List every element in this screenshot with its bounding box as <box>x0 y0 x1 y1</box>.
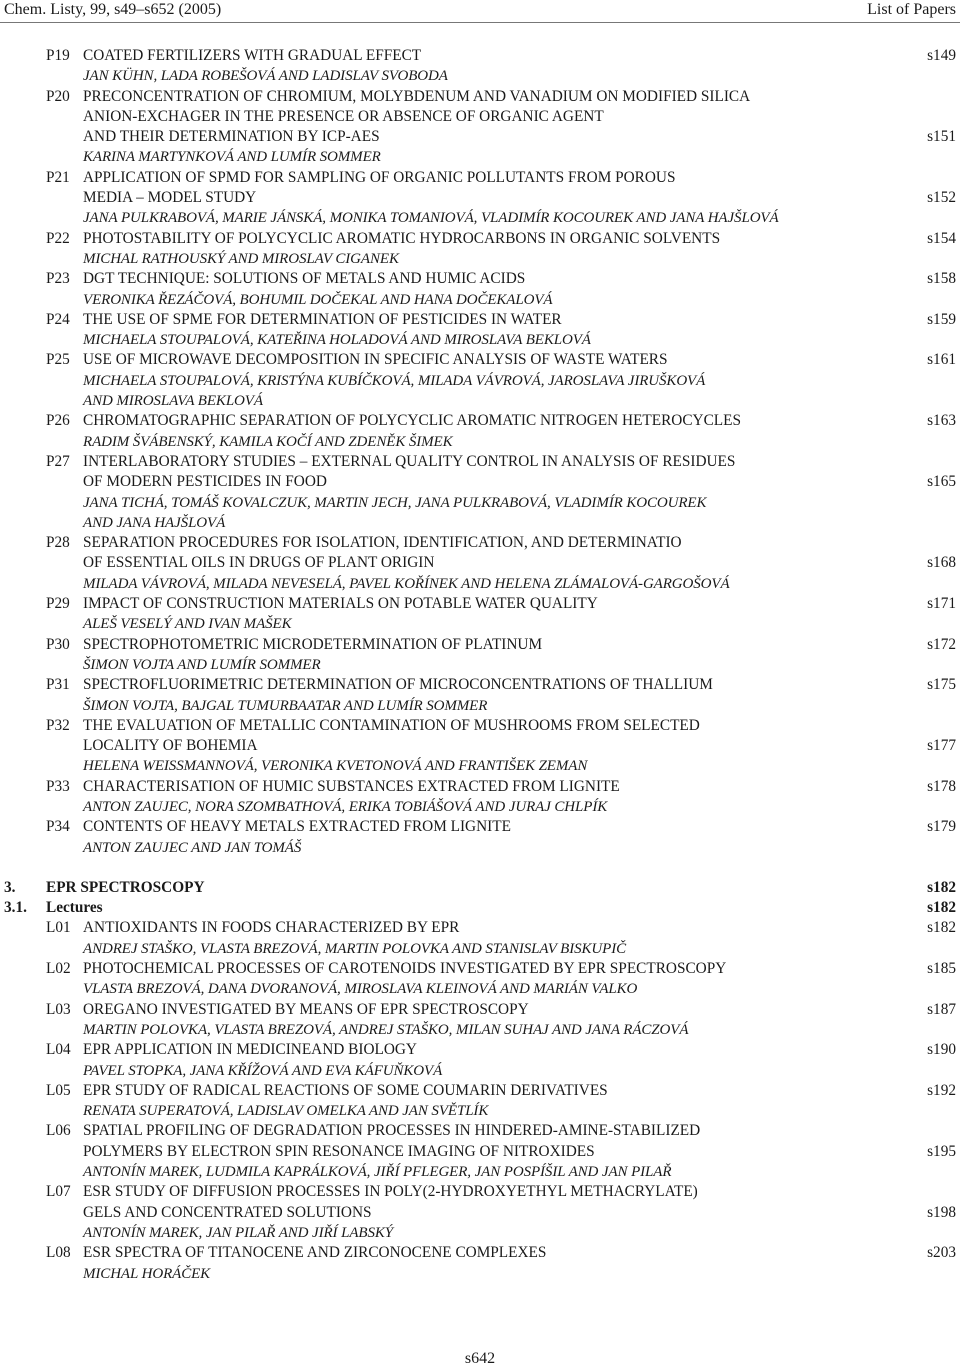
page-ref: s171 <box>927 595 956 613</box>
author-names: JANA PULKRABOVÁ, MARIE JÁNSKÁ, MONIKA TOMANIOVÁ, VLADIMÍR KOCOUREK AND JANA HAJŠLOVÁ <box>83 210 779 227</box>
author-names: MILADA VÁVROVÁ, MILADA NEVESELÁ, PAVEL KOŘÍNEK AND HELENA ZLÁMALOVÁ-GARGOŠOVÁ <box>83 575 730 592</box>
paper-entry-line <box>0 817 960 837</box>
author-line <box>0 391 960 411</box>
page-ref: s192 <box>927 1081 956 1099</box>
section-spacer <box>0 858 960 878</box>
paper-entry-line <box>0 553 960 573</box>
author-names: MICHAELA STOUPALOVÁ, KRISTÝNA KUBÍČKOVÁ, MILADA VÁVROVÁ, JAROSLAVA JIRUŠKOVÁ <box>83 372 706 389</box>
paper-entry-line <box>0 46 960 66</box>
paper-title: PHOTOSTABILITY OF POLYCYCLIC AROMATIC HYDROCARBONS IN ORGANIC SOLVENTS <box>83 229 721 247</box>
paper-title: THE USE OF SPME FOR DETERMINATION OF PESTICIDES IN WATER <box>83 310 562 328</box>
author-names: ŠIMON VOJTA AND LUMÍR SOMMER <box>83 656 321 673</box>
author-names: ANTONÍN MAREK, JAN PILAŘ AND JIŘÍ LABSKÝ <box>83 1224 394 1241</box>
author-names: MICHAL RATHOUSKÝ AND MIROSLAV CIGANEK <box>83 250 399 267</box>
paper-title: CONTENTS OF HEAVY METALS EXTRACTED FROM LIGNITE <box>83 818 511 836</box>
paper-entry-line <box>0 310 960 330</box>
page-ref: s165 <box>927 473 956 491</box>
author-line <box>0 1223 960 1243</box>
paper-title: PRECONCENTRATION OF CHROMIUM, MOLYBDENUM AND VANADIUM ON MODIFIED SILICA <box>83 87 751 105</box>
paper-code: P34 <box>46 818 70 836</box>
page-ref: s154 <box>927 229 956 247</box>
page-ref: s158 <box>927 270 956 288</box>
paper-code: L05 <box>46 1081 71 1099</box>
section-heading <box>0 878 960 898</box>
paper-title: AND THEIR DETERMINATION BY ICP-AES <box>83 128 380 146</box>
paper-title: GELS AND CONCENTRATED SOLUTIONS <box>83 1203 372 1221</box>
paper-entry-line <box>0 1121 960 1141</box>
page-ref: s190 <box>927 1041 956 1059</box>
author-line <box>0 696 960 716</box>
page-ref: s168 <box>927 554 956 572</box>
paper-entry-line <box>0 229 960 249</box>
page-ref: s175 <box>927 676 956 694</box>
section-title: List of Papers <box>867 1 956 18</box>
paper-entry-line <box>0 411 960 431</box>
paper-code: L01 <box>46 919 71 937</box>
author-line <box>0 513 960 533</box>
paper-entry-line <box>0 1243 960 1263</box>
paper-code: P29 <box>46 595 70 613</box>
paper-code: P19 <box>46 47 70 64</box>
paper-code: P25 <box>46 351 70 369</box>
page-ref: s182 <box>927 878 956 896</box>
author-names: ANTONÍN MAREK, LUDMILA KAPRÁLKOVÁ, JIŘÍ PFLEGER, JAN POSPÍŠIL AND JAN PILAŘ <box>83 1164 672 1181</box>
paper-entry-line <box>0 107 960 127</box>
paper-code: P22 <box>46 229 70 247</box>
section-title: Lectures <box>46 899 103 917</box>
section-title: EPR SPECTROSCOPY <box>46 878 205 896</box>
page-ref: s179 <box>927 818 956 836</box>
page-ref: s203 <box>927 1244 956 1262</box>
author-names: AND MIROSLAVA BEKLOVÁ <box>83 393 263 410</box>
paper-title: CHROMATOGRAPHIC SEPARATION OF POLYCYCLIC AROMATIC NITROGEN HETEROCYCLES <box>83 412 742 430</box>
paper-entry-line <box>0 350 960 370</box>
author-line <box>0 756 960 776</box>
paper-entry-line <box>0 1142 960 1162</box>
paper-title: SEPARATION PROCEDURES FOR ISOLATION, IDENTIFICATION, AND DETERMINATIO <box>83 534 682 552</box>
paper-code: L08 <box>46 1244 71 1262</box>
paper-entry-line <box>0 87 960 107</box>
author-line <box>0 330 960 350</box>
page-ref: s198 <box>927 1203 956 1221</box>
paper-entry-line <box>0 1203 960 1223</box>
journal-citation: Chem. Listy, 99, s49–s652 (2005) <box>4 1 222 18</box>
paper-code: P26 <box>46 412 70 430</box>
section-number: 3. <box>4 878 16 896</box>
author-names: ŠIMON VOJTA, BAJGAL TUMURBAATAR AND LUMÍR SOMMER <box>83 697 488 714</box>
paper-title: PHOTOCHEMICAL PROCESSES OF CAROTENOIDS INVESTIGATED BY EPR SPECTROSCOPY <box>83 960 727 978</box>
paper-code: P20 <box>46 87 70 105</box>
paper-list <box>0 46 960 1284</box>
paper-code: P30 <box>46 635 70 653</box>
author-line <box>0 1061 960 1081</box>
section-heading <box>0 898 960 918</box>
paper-code: L03 <box>46 1000 71 1018</box>
paper-title: EPR STUDY OF RADICAL REACTIONS OF SOME COUMARIN DERIVATIVES <box>83 1081 608 1099</box>
page-ref: s195 <box>927 1142 956 1160</box>
author-line <box>0 979 960 999</box>
paper-title: CHARACTERISATION OF HUMIC SUBSTANCES EXTRACTED FROM LIGNITE <box>83 777 620 795</box>
paper-code: P32 <box>46 716 70 734</box>
paper-title: POLYMERS BY ELECTRON SPIN RESONANCE IMAGING OF NITROXIDES <box>83 1142 595 1160</box>
author-line <box>0 939 960 959</box>
epr-section <box>0 878 960 1284</box>
author-line <box>0 797 960 817</box>
author-line <box>0 655 960 675</box>
paper-code: L07 <box>46 1183 71 1201</box>
paper-title: DGT TECHNIQUE: SOLUTIONS OF METALS AND HUMIC ACIDS <box>83 270 526 288</box>
paper-title: IMPACT OF CONSTRUCTION MATERIALS ON POTABLE WATER QUALITY <box>83 595 598 613</box>
author-names: ANTON ZAUJEC, NORA SZOMBATHOVÁ, ERIKA TOBIÁŠOVÁ AND JURAJ CHLPÍK <box>83 798 608 815</box>
page-ref: s151 <box>927 128 956 146</box>
paper-entry-line <box>0 188 960 208</box>
paper-entry-line <box>0 452 960 472</box>
page-ref: s182 <box>927 899 956 917</box>
paper-entry-line <box>0 777 960 797</box>
paper-entry-line <box>0 918 960 938</box>
page-ref: s172 <box>927 635 956 653</box>
author-names: JANA TICHÁ, TOMÁŠ KOVALCZUK, MARTIN JECH, JANA PULKRABOVÁ, VLADIMÍR KOCOUREK <box>83 494 707 511</box>
paper-code: L02 <box>46 960 71 978</box>
page-ref: s178 <box>927 777 956 795</box>
author-line <box>0 290 960 310</box>
paper-code: P33 <box>46 777 70 795</box>
paper-title: ESR SPECTRA OF TITANOCENE AND ZIRCONOCENE COMPLEXES <box>83 1244 547 1262</box>
paper-code: P28 <box>46 534 70 552</box>
paper-title: COATED FERTILIZERS WITH GRADUAL EFFECT <box>83 47 422 64</box>
paper-entry-line <box>0 1040 960 1060</box>
author-line <box>0 493 960 513</box>
author-names: MARTIN POLOVKA, VLASTA BREZOVÁ, ANDREJ STAŠKO, MILAN SUHAJ AND JANA RÁCZOVÁ <box>83 1021 689 1038</box>
author-line <box>0 371 960 391</box>
paper-title: THE EVALUATION OF METALLIC CONTAMINATION OF MUSHROOMS FROM SELECTED <box>83 716 700 734</box>
paper-entry-line <box>0 959 960 979</box>
paper-code: P24 <box>46 310 70 328</box>
author-names: ANDREJ STAŠKO, VLASTA BREZOVÁ, MARTIN POLOVKA AND STANISLAV BISKUPIČ <box>83 940 627 957</box>
author-line <box>0 66 960 86</box>
paper-entry-line <box>0 1000 960 1020</box>
paper-code: L06 <box>46 1122 71 1140</box>
author-names: HELENA WEISSMANNOVÁ, VERONIKA KVETONOVÁ AND FRANTIŠEK ZEMAN <box>83 758 588 775</box>
author-names: MICHAELA STOUPALOVÁ, KATEŘINA HOLADOVÁ AND MIROSLAVA BEKLOVÁ <box>83 332 591 349</box>
page-ref: s159 <box>927 310 956 328</box>
author-names: RADIM ŠVÁBENSKÝ, KAMILA KOČÍ AND ZDENĚK ŠIMEK <box>83 433 453 450</box>
paper-entry-line <box>0 1081 960 1101</box>
section-number: 3.1. <box>4 899 27 917</box>
author-line <box>0 432 960 452</box>
paper-title: SPECTROPHOTOMETRIC MICRODETERMINATION OF PLATINUM <box>83 635 543 653</box>
paper-entry-line <box>0 635 960 655</box>
page-ref: s185 <box>927 960 956 978</box>
paper-code: L04 <box>46 1041 71 1059</box>
author-line <box>0 1101 960 1121</box>
author-line <box>0 1020 960 1040</box>
page-ref: s149 <box>927 47 956 64</box>
paper-title: OREGANO INVESTIGATED BY MEANS OF EPR SPECTROSCOPY <box>83 1000 529 1018</box>
paper-entry-line <box>0 168 960 188</box>
author-line <box>0 838 960 858</box>
author-line <box>0 1264 960 1284</box>
paper-entry-line <box>0 1182 960 1202</box>
author-names: MICHAL HORÁČEK <box>83 1265 211 1282</box>
paper-entry-line <box>0 533 960 553</box>
paper-title: LOCALITY OF BOHEMIA <box>83 737 258 755</box>
paper-entry-line <box>0 472 960 492</box>
author-line <box>0 1162 960 1182</box>
paper-code: P21 <box>46 168 70 186</box>
author-names: JAN KÜHN, LADA ROBEŠOVÁ AND LADISLAV SVOBODA <box>83 68 448 85</box>
paper-title: EPR APPLICATION IN MEDICINEAND BIOLOGY <box>83 1041 417 1059</box>
author-line <box>0 147 960 167</box>
paper-code: P27 <box>46 452 70 470</box>
paper-title: OF ESSENTIAL OILS IN DRUGS OF PLANT ORIGIN <box>83 554 435 572</box>
author-names: KARINA MARTYNKOVÁ AND LUMÍR SOMMER <box>83 149 381 166</box>
paper-title: APPLICATION OF SPMD FOR SAMPLING OF ORGANIC POLLUTANTS FROM POROUS <box>83 168 676 186</box>
paper-entry-line <box>0 675 960 695</box>
page-number: s642 <box>464 1350 496 1367</box>
author-line <box>0 249 960 269</box>
page-ref: s182 <box>927 919 956 937</box>
paper-title: SPECTROFLUORIMETRIC DETERMINATION OF MICROCONCENTRATIONS OF THALLIUM <box>83 676 713 694</box>
paper-code: P23 <box>46 270 70 288</box>
author-names: RENATA SUPERATOVÁ, LADISLAV OMELKA AND JAN SVĚTLÍK <box>83 1103 489 1120</box>
author-line <box>0 208 960 228</box>
paper-title: ESR STUDY OF DIFFUSION PROCESSES IN POLY(2-HYDROXYETHYL METHACRYLATE) <box>83 1183 698 1201</box>
paper-title: ANTIOXIDANTS IN FOODS CHARACTERIZED BY EPR <box>83 919 460 937</box>
paper-title: USE OF MICROWAVE DECOMPOSITION IN SPECIFIC ANALYSIS OF WASTE WATERS <box>83 351 668 369</box>
page-ref: s163 <box>927 412 956 430</box>
paper-entry-line <box>0 269 960 289</box>
paper-entry-line <box>0 127 960 147</box>
paper-title: SPATIAL PROFILING OF DEGRADATION PROCESSES IN HINDERED-AMINE-STABILIZED <box>83 1122 701 1140</box>
author-line <box>0 574 960 594</box>
paper-entry-line <box>0 716 960 736</box>
author-names: AND JANA HAJŠLOVÁ <box>83 514 226 531</box>
author-names: ANTON ZAUJEC AND JAN TOMÁŠ <box>83 839 302 856</box>
page-ref: s187 <box>927 1000 956 1018</box>
author-names: VERONIKA ŘEZÁČOVÁ, BOHUMIL DOČEKAL AND HANA DOČEKALOVÁ <box>83 291 553 308</box>
author-names: ALEŠ VESELÝ AND IVAN MAŠEK <box>83 616 292 633</box>
paper-title: MEDIA – MODEL STUDY <box>83 189 257 207</box>
paper-entry-line <box>0 736 960 756</box>
paper-title: OF MODERN PESTICIDES IN FOOD <box>83 473 327 491</box>
running-header <box>0 0 960 23</box>
page-ref: s161 <box>927 351 956 369</box>
author-line <box>0 614 960 634</box>
author-names: PAVEL STOPKA, JANA KŘÍŽOVÁ AND EVA KÁFUŇKOVÁ <box>83 1062 443 1079</box>
paper-title: ANION-EXCHAGER IN THE PRESENCE OR ABSENCE OF ORGANIC AGENT <box>83 107 604 125</box>
page-ref: s177 <box>927 737 956 755</box>
author-names: VLASTA BREZOVÁ, DANA DVORANOVÁ, MIROSLAVA KLEINOVÁ AND MARIÁN VALKO <box>83 981 638 998</box>
poster-list <box>0 46 960 858</box>
paper-code: P31 <box>46 676 70 694</box>
page-ref: s152 <box>927 189 956 207</box>
paper-title: INTERLABORATORY STUDIES – EXTERNAL QUALITY CONTROL IN ANALYSIS OF RESIDUES <box>83 452 736 470</box>
paper-entry-line <box>0 594 960 614</box>
